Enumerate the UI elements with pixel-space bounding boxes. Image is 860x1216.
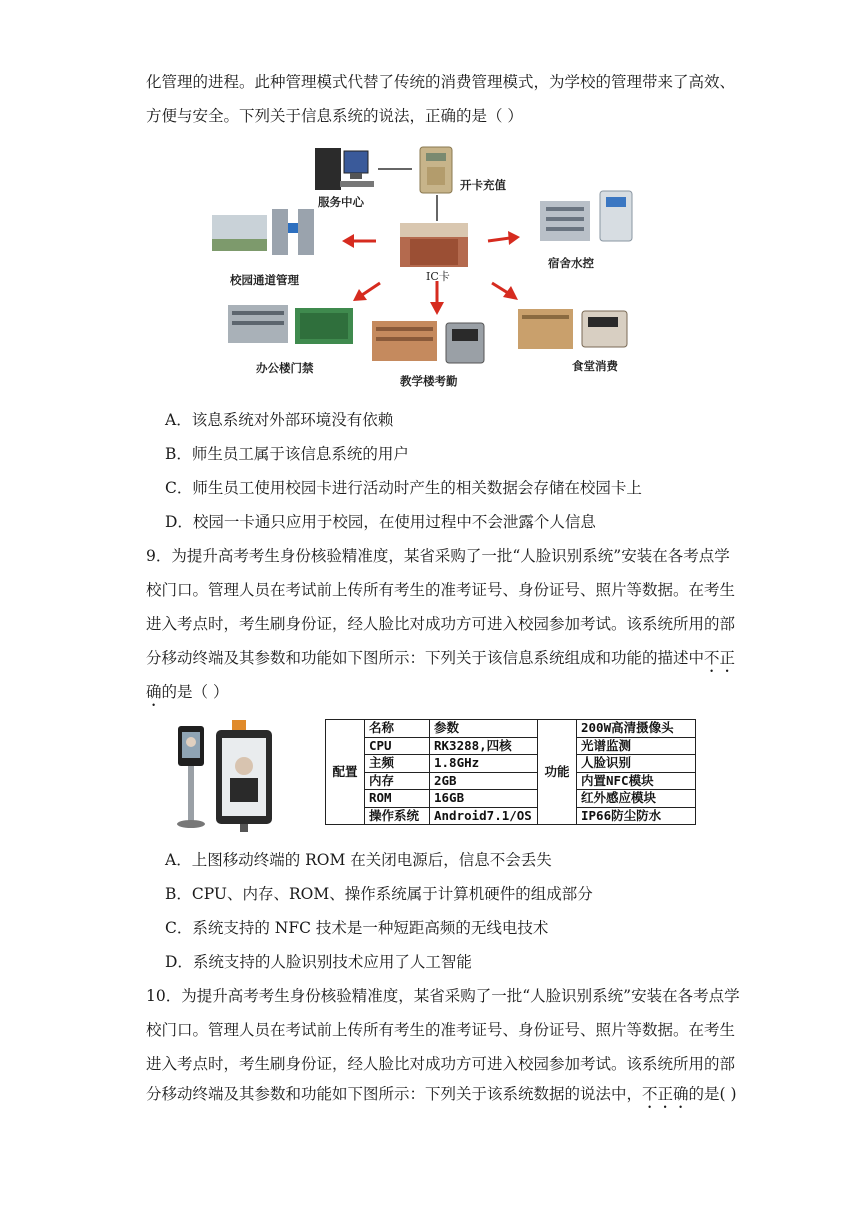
q9-stem-line-5-text: 的是（ ） bbox=[161, 683, 229, 701]
gate-image bbox=[212, 209, 314, 255]
table-row bbox=[326, 755, 696, 773]
spec-value: 16GB bbox=[430, 790, 538, 808]
q10-stem-line-2: 校门口。管理人员在考试前上传所有考生的准考证号、身份证号、照片等数据。在考生 bbox=[146, 1021, 736, 1039]
config-group-label: 配置 bbox=[326, 720, 365, 825]
q10-stem-line-3: 进入考点时，考生刷身份证，经人脸比对成功方可进入校园参加考试。该系统所用的部 bbox=[146, 1055, 736, 1073]
spec-name: CPU bbox=[365, 737, 430, 755]
q9-option-c[interactable]: C．系统支持的 NFC 技术是一种短距高频的无线电技术 bbox=[165, 919, 549, 937]
campus-card-diagram bbox=[200, 143, 660, 388]
q9-stem-line-4 bbox=[146, 648, 735, 676]
q10-stem-line-4-end: 的是( ) bbox=[688, 1085, 737, 1103]
q9-option-b[interactable]: B．CPU、内存、ROM、操作系统属于计算机硬件的组成部分 bbox=[165, 885, 593, 903]
q10-stem-line-4 bbox=[146, 1084, 737, 1112]
server-computer-image bbox=[315, 148, 374, 190]
q10-emphasis-not-correct: 不正确 bbox=[642, 1085, 689, 1103]
function-group-label: 功能 bbox=[538, 720, 577, 825]
header-param: 参数 bbox=[430, 720, 538, 738]
table-row bbox=[326, 807, 696, 825]
label-ic-card: IC卡 bbox=[426, 270, 450, 283]
dormitory-image bbox=[540, 191, 632, 241]
q9-emphasis-de: 确 bbox=[146, 683, 162, 701]
q9-stem-line-4-text: 分移动终端及其参数和功能如下图所示：下列关于该信息系统组成和功能的描述中 bbox=[146, 649, 705, 667]
q9-option-d[interactable]: D．系统支持的人脸识别技术应用了人工智能 bbox=[165, 953, 472, 971]
spec-value: 1.8GHz bbox=[430, 755, 538, 773]
canteen-image bbox=[518, 309, 627, 349]
face-recognition-terminal-image bbox=[168, 718, 280, 834]
label-server-center: 服务中心 bbox=[318, 195, 364, 209]
q8-option-a[interactable]: A．该息系统对外部环境没有依赖 bbox=[165, 411, 394, 429]
q8-stem-line-1: 化管理的进程。此种管理模式代替了传统的消费管理模式，为学校的管理带来了高效、 bbox=[146, 73, 736, 91]
label-office-access: 办公楼门禁 bbox=[256, 361, 314, 375]
function-item: 光谱监测 bbox=[577, 737, 696, 755]
q9-emphasis-not-correct: 不正 bbox=[704, 649, 736, 667]
table-row bbox=[326, 737, 696, 755]
ic-card-image bbox=[400, 223, 468, 267]
q8-option-b[interactable]: B．师生员工属于该信息系统的用户 bbox=[165, 445, 409, 463]
q9-stem-line-2: 校门口。管理人员在考试前上传所有考生的准考证号、身份证号、照片等数据。在考生 bbox=[146, 581, 736, 599]
table-row bbox=[326, 772, 696, 790]
spec-table bbox=[325, 719, 696, 825]
spec-value: 2GB bbox=[430, 772, 538, 790]
q9-stem-line-1: 9．为提升高考考生身份核验精准度，某省采购了一批“人脸识别系统”安装在各考点学 bbox=[146, 547, 730, 565]
q8-option-c[interactable]: C．师生员工使用校园卡进行活动时产生的相关数据会存储在校园卡上 bbox=[165, 479, 642, 497]
q8-stem-line-2: 方便与安全。下列关于信息系统的说法，正确的是（ ） bbox=[146, 107, 523, 125]
spec-value: RK3288,四核 bbox=[430, 737, 538, 755]
function-item: 人脸识别 bbox=[577, 755, 696, 773]
function-item: 内置NFC模块 bbox=[577, 772, 696, 790]
spec-value: Android7.1/OS bbox=[430, 807, 538, 825]
table-row bbox=[326, 720, 696, 738]
label-gate-management: 校园通道管理 bbox=[230, 273, 299, 287]
card-reader-image bbox=[420, 147, 452, 193]
function-item: 200W高清摄像头 bbox=[577, 720, 696, 738]
q10-stem-line-4-text: 分移动终端及其参数和功能如下图所示：下列关于该系统数据的说法中， bbox=[146, 1085, 643, 1103]
label-canteen: 食堂消费 bbox=[572, 359, 618, 373]
function-item: 红外感应模块 bbox=[577, 790, 696, 808]
label-attendance: 教学楼考勤 bbox=[400, 374, 458, 388]
spec-name: 主频 bbox=[365, 755, 430, 773]
header-name: 名称 bbox=[365, 720, 430, 738]
table-row bbox=[326, 790, 696, 808]
office-building-image bbox=[228, 305, 353, 344]
q8-option-d[interactable]: D．校园一卡通只应用于校园，在使用过程中不会泄露个人信息 bbox=[165, 513, 596, 531]
function-item: IP66防尘防水 bbox=[577, 807, 696, 825]
attendance-image bbox=[372, 321, 484, 363]
spec-name: ROM bbox=[365, 790, 430, 808]
q10-stem-line-1: 10．为提升高考考生身份核验精准度，某省采购了一批“人脸识别系统”安装在各考点学 bbox=[146, 987, 740, 1005]
label-recharge: 开卡充值 bbox=[460, 178, 506, 192]
q9-option-a[interactable]: A．上图移动终端的 ROM 在关闭电源后，信息不会丢失 bbox=[165, 851, 552, 869]
spec-name: 内存 bbox=[365, 772, 430, 790]
q9-stem-line-3: 进入考点时，考生刷身份证，经人脸比对成功方可进入校园参加考试。该系统所用的部 bbox=[146, 615, 736, 633]
q9-stem-line-5 bbox=[146, 682, 228, 710]
label-dorm-water: 宿舍水控 bbox=[548, 256, 594, 270]
spec-name: 操作系统 bbox=[365, 807, 430, 825]
